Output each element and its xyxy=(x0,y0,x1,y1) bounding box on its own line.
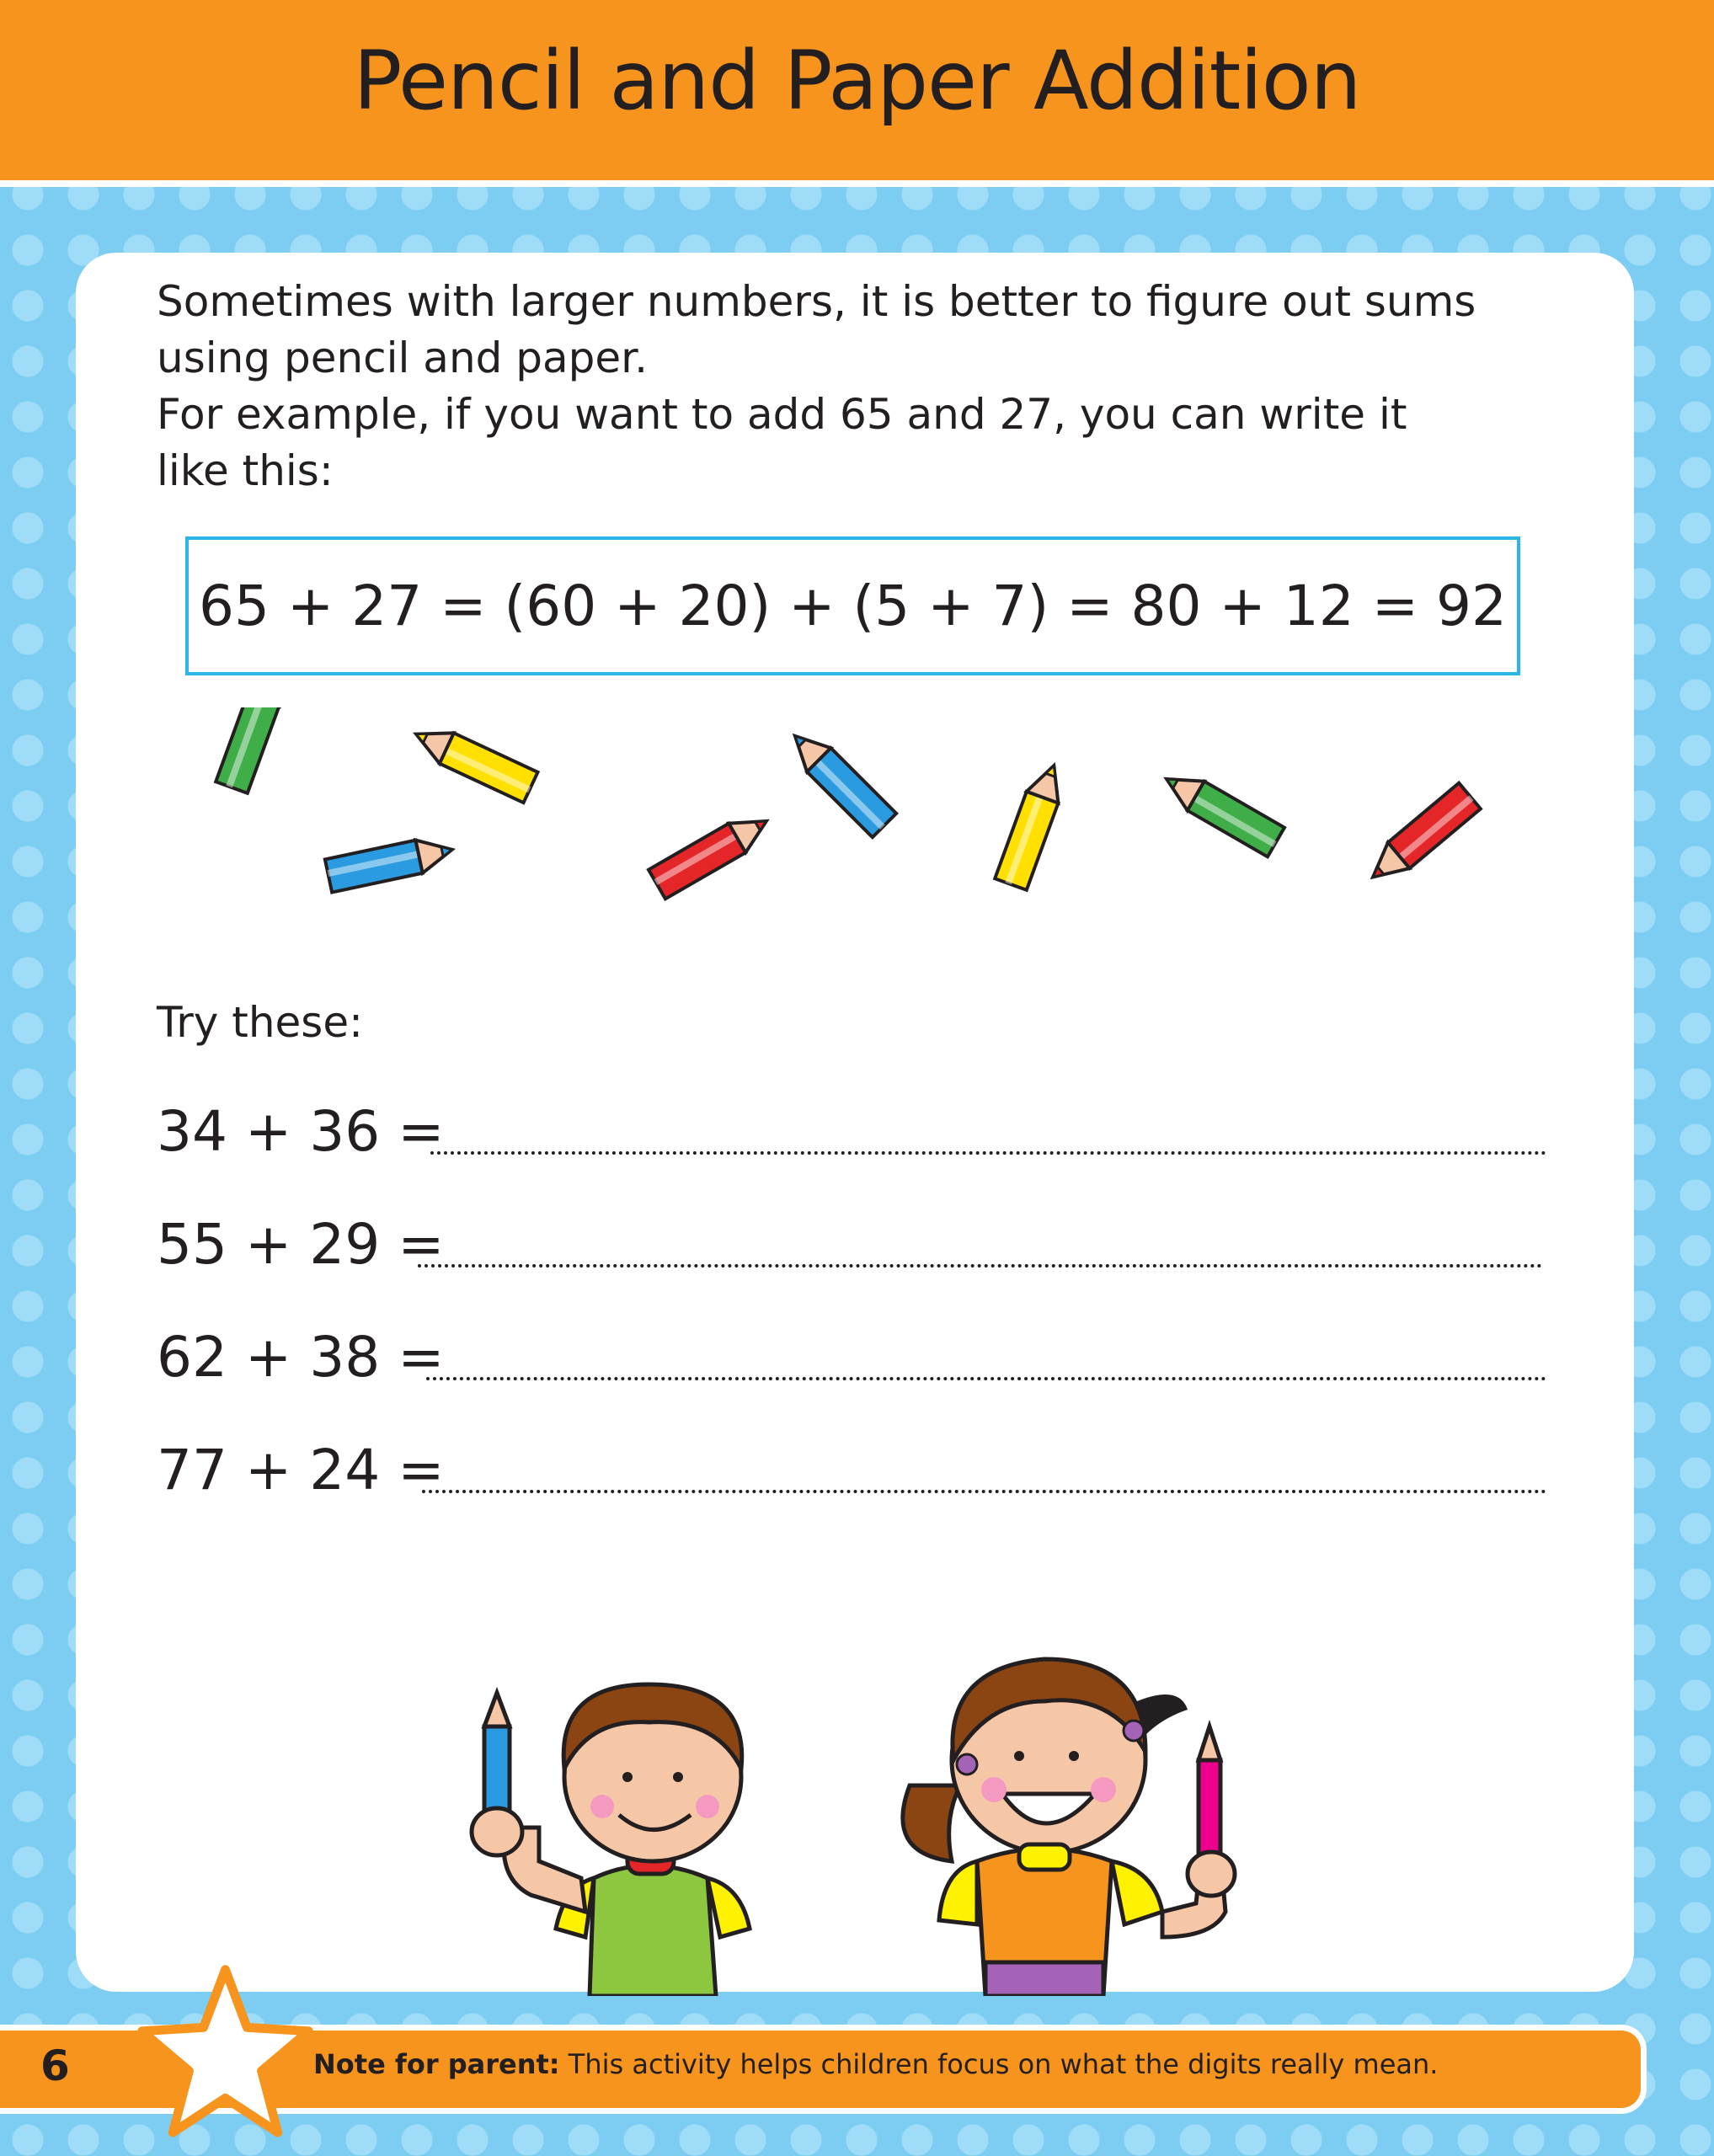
practice-problem-1 xyxy=(157,1099,1546,1166)
answer-line[interactable] xyxy=(418,1264,1542,1267)
problem-equation: 77 + 24 = xyxy=(157,1438,445,1502)
answer-line[interactable] xyxy=(430,1151,1546,1155)
page-header xyxy=(0,0,1714,187)
problem-equation: 34 + 36 = xyxy=(157,1099,445,1164)
pencil-icon xyxy=(1362,783,1481,890)
page-number: 6 xyxy=(40,2041,70,2090)
pencil-icon xyxy=(783,724,896,837)
children-illustration xyxy=(438,1575,1255,1996)
girl-icon xyxy=(903,1659,1235,1996)
pencil-icon xyxy=(325,833,456,892)
pencil-icon xyxy=(649,807,775,899)
intro-text xyxy=(157,274,1521,499)
page-title: Pencil and Paper Addition xyxy=(353,34,1361,128)
boy-icon xyxy=(472,1684,750,1996)
example-equation: 65 + 27 = (60 + 20) + (5 + 7) = 80 + 12 = 92 xyxy=(199,574,1507,638)
problem-equation: 55 + 29 = xyxy=(157,1212,445,1277)
problem-equation: 62 + 38 = xyxy=(157,1325,445,1390)
try-these-label: Try these: xyxy=(157,998,363,1047)
pencil-icon xyxy=(409,718,538,803)
intro-line: like this: xyxy=(157,446,334,495)
practice-problem-3 xyxy=(157,1325,1546,1392)
answer-line[interactable] xyxy=(422,1490,1546,1493)
example-equation-box xyxy=(185,536,1520,675)
intro-line: using pencil and paper. xyxy=(157,334,649,382)
intro-line: Sometimes with larger numbers, it is better to figure out sums xyxy=(157,277,1476,326)
pencil-icon xyxy=(995,760,1070,890)
star-icon xyxy=(135,1962,316,2143)
pencil-icon xyxy=(1158,765,1284,857)
parent-note xyxy=(313,2048,1438,2080)
pencils-illustration xyxy=(168,707,1516,943)
answer-line[interactable] xyxy=(426,1377,1546,1380)
pencil-icon xyxy=(216,707,291,793)
intro-line: For example, if you want to add 65 and 27, you can write it xyxy=(157,390,1407,439)
parent-note-text: This activity helps children focus on what the digits really mean. xyxy=(559,2048,1439,2080)
practice-problem-2 xyxy=(157,1212,1546,1279)
parent-note-label: Note for parent: xyxy=(313,2048,560,2080)
practice-problem-4 xyxy=(157,1438,1546,1505)
